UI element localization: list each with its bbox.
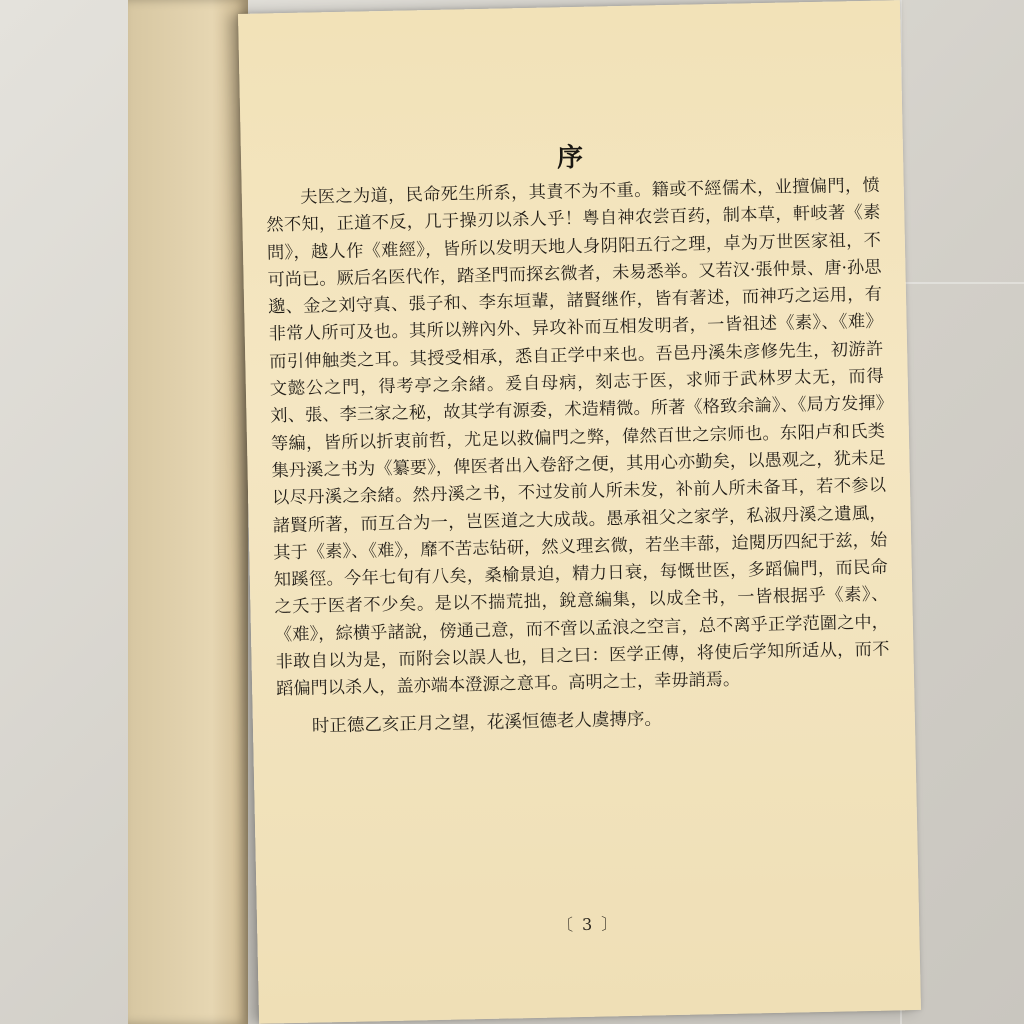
page-title: 序 [556,142,588,174]
preface-paragraph: 夫医之为道，民命死生所系，其責不为不重。籍或不經儒术，业擅偏門，愤然不知，正道不反，几于操刃以杀人乎！粤自神农尝百药，制本草，軒岐著《素問》，越人作《难經》，皆所以发明天地人身阴阳五行之理，卓为万世医家祖，不可尚已。厥后名医代作，踏圣門而探玄微者，未易悉举。又若汉·張仲景、唐·孙思邈、金之刘守真、張子和、李东垣輩，諸賢继作，皆有著述，而神巧之运用，有非常人所可及也。其所以辨內外、异攻补而互相发明者，一皆祖述《素》、《难》而引伸触类之耳。其授受相承，悉自正学中来也。吾邑丹溪朱彦修先生，初游許文懿公之門，得考亭之余緒。爰自母病，刻志于医，求师于武林罗太无，而得刘、張、李三家之秘，故其学有源委，术造精微。所著《格致余論》、《局方发揮》等編，皆所以折衷前哲，尤足以救偏門之弊，偉然百世之宗师也。东阳卢和氏类集丹溪之书为《纂要》，俾医者出入卷舒之便，其用心亦勤矣，以愚观之，犹未足以尽丹溪之余緒。然丹溪之书，不过发前人所未发，补前人所未备耳，若不参以諸賢所著，而互合为一，岂医道之大成哉。愚承祖父之家学，私淑丹溪之遺風，其于《素》、《难》，靡不苦志钻研，然义理玄微，若坐丰蔀，迨閱历四紀于兹，始知蹊徑。今年七旬有八矣，桑榆景迫，精力日衰，每慨世医，多蹈偏門，而民命之夭于医者不少矣。是以不揣荒拙，銳意編集，以成全书，一皆根据乎《素》、《难》，綜横乎諸說，傍通己意，而不啻以孟浪之空言，总不离乎正学范圍之中，非敢自以为是，而附会以誤人也，目之曰：医学正傳，将使后学知所适从，而不蹈偏門以杀人，盖亦端本澄源之意耳。高明之士，幸毋誚焉。 [266,175,890,700]
left-book-page [128,0,248,1024]
preface-body [266,173,892,742]
page-number: 〔 3 〕 [556,914,620,935]
floor-tile-seam [900,282,1024,284]
book-page [238,0,921,1024]
preface-signature: 时正德乙亥正月之望，花溪恒德老人虞摶序。 [311,708,663,737]
